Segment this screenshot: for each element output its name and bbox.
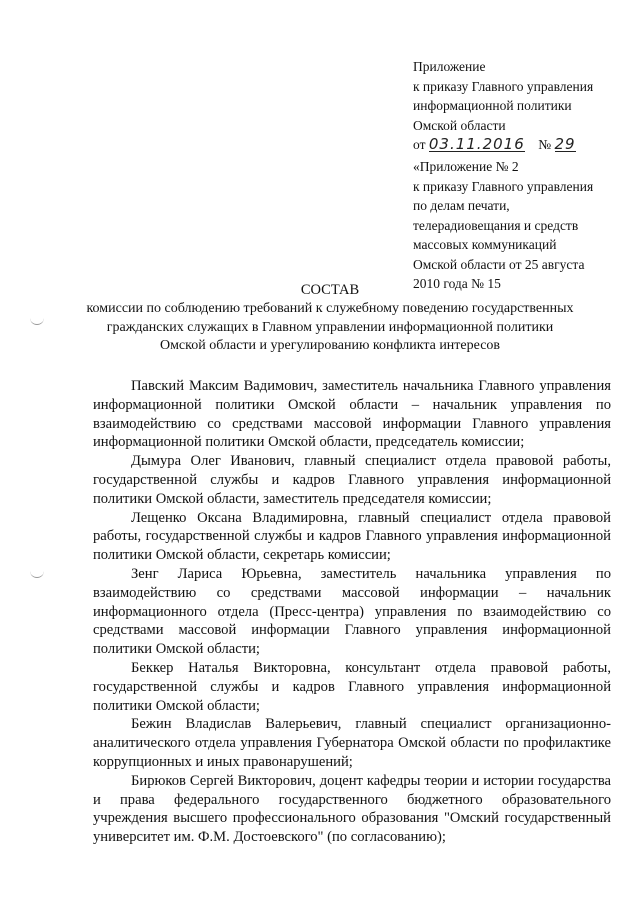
member-entry: Дымура Олег Иванович, главный специалист отдела правовой работы, государственной службы и кадров Главного управления информационной политики Омской области, заместитель председателя комиссии; [93, 453, 611, 507]
number-prefix: № [538, 137, 552, 152]
appendix-line: к приказу Главного управления [413, 178, 594, 194]
member-entry: Бежин Владислав Валерьевич, главный специалист организационно-аналитического отдела управления Губернатора Омской области по профилактике коррупционных и иных правонарушений; [93, 716, 611, 770]
order-date-line [413, 135, 628, 155]
title-line: Омской области и урегулированию конфликта интересов [159, 338, 501, 353]
appendix-line: массовых коммуникаций [413, 237, 557, 252]
appendix-line: информационной политики [413, 98, 572, 113]
appendix-line: Омской области [413, 117, 506, 133]
appendix-line: Приложение [413, 59, 486, 74]
appendix-line: 2010 года № 15 [413, 276, 501, 291]
member-entry: Зенг Лариса Юрьевна, заместитель начальника управления по взаимодействию со средствами массовой информации – начальник информационного отдела (Пресс-центра) управления по взаимодействию со средствами массовой информации Главного управления информационной политики Омской области; [93, 565, 611, 658]
member-entry: Бирюков Сергей Викторович, доцент кафедры теории и истории государства и права федерального государственного бюджетного образовательного учреждения высшего профессионального образования "Омский государственный университет им. Ф.М. Достоевского" (по согласованию); [93, 772, 611, 846]
appendix-line: по делам печати, [413, 198, 510, 213]
handwritten-date: 03.11.2016 [428, 135, 525, 153]
handwritten-number: 29 [554, 135, 576, 153]
title-line: комиссии по соблюдению требований к служебному поведению государственных [86, 301, 574, 316]
member-entry: Павский Максим Вадимович, заместитель начальника Главного управления информационной политики Омской области – начальник управления по взаимодействию со средствами массовой информации Главного управления информационной политики Омской области, председатель комиссии; [93, 378, 611, 451]
date-prefix: от [413, 137, 426, 152]
binding-hole-mark [30, 318, 44, 325]
appendix-line: «Приложение № 2 [413, 159, 519, 174]
appendix-header-1 [413, 57, 628, 155]
member-entry: Беккер Наталья Викторовна, консультант отдела правовой работы, государственной службы и кадров Главного управления информационной политики Омской области; [93, 659, 611, 714]
appendix-line: телерадиовещания и средств [413, 217, 579, 233]
title-heading: СОСТАВ [300, 282, 360, 298]
appendix-line: Омской области от 25 августа [413, 256, 585, 272]
appendix-line: к приказу Главного управления [413, 78, 594, 94]
member-list [93, 377, 611, 847]
title-line: гражданских служащих в Главном управлении информационной политики [106, 319, 554, 335]
member-entry: Лещенко Оксана Владимировна, главный специалист отдела правовой работы, государственной службы и кадров Главного управления информационной политики Омской области, секретарь комиссии; [93, 509, 611, 564]
document-title [80, 281, 580, 356]
appendix-header-2 [413, 157, 628, 294]
binding-hole-mark [30, 571, 44, 578]
